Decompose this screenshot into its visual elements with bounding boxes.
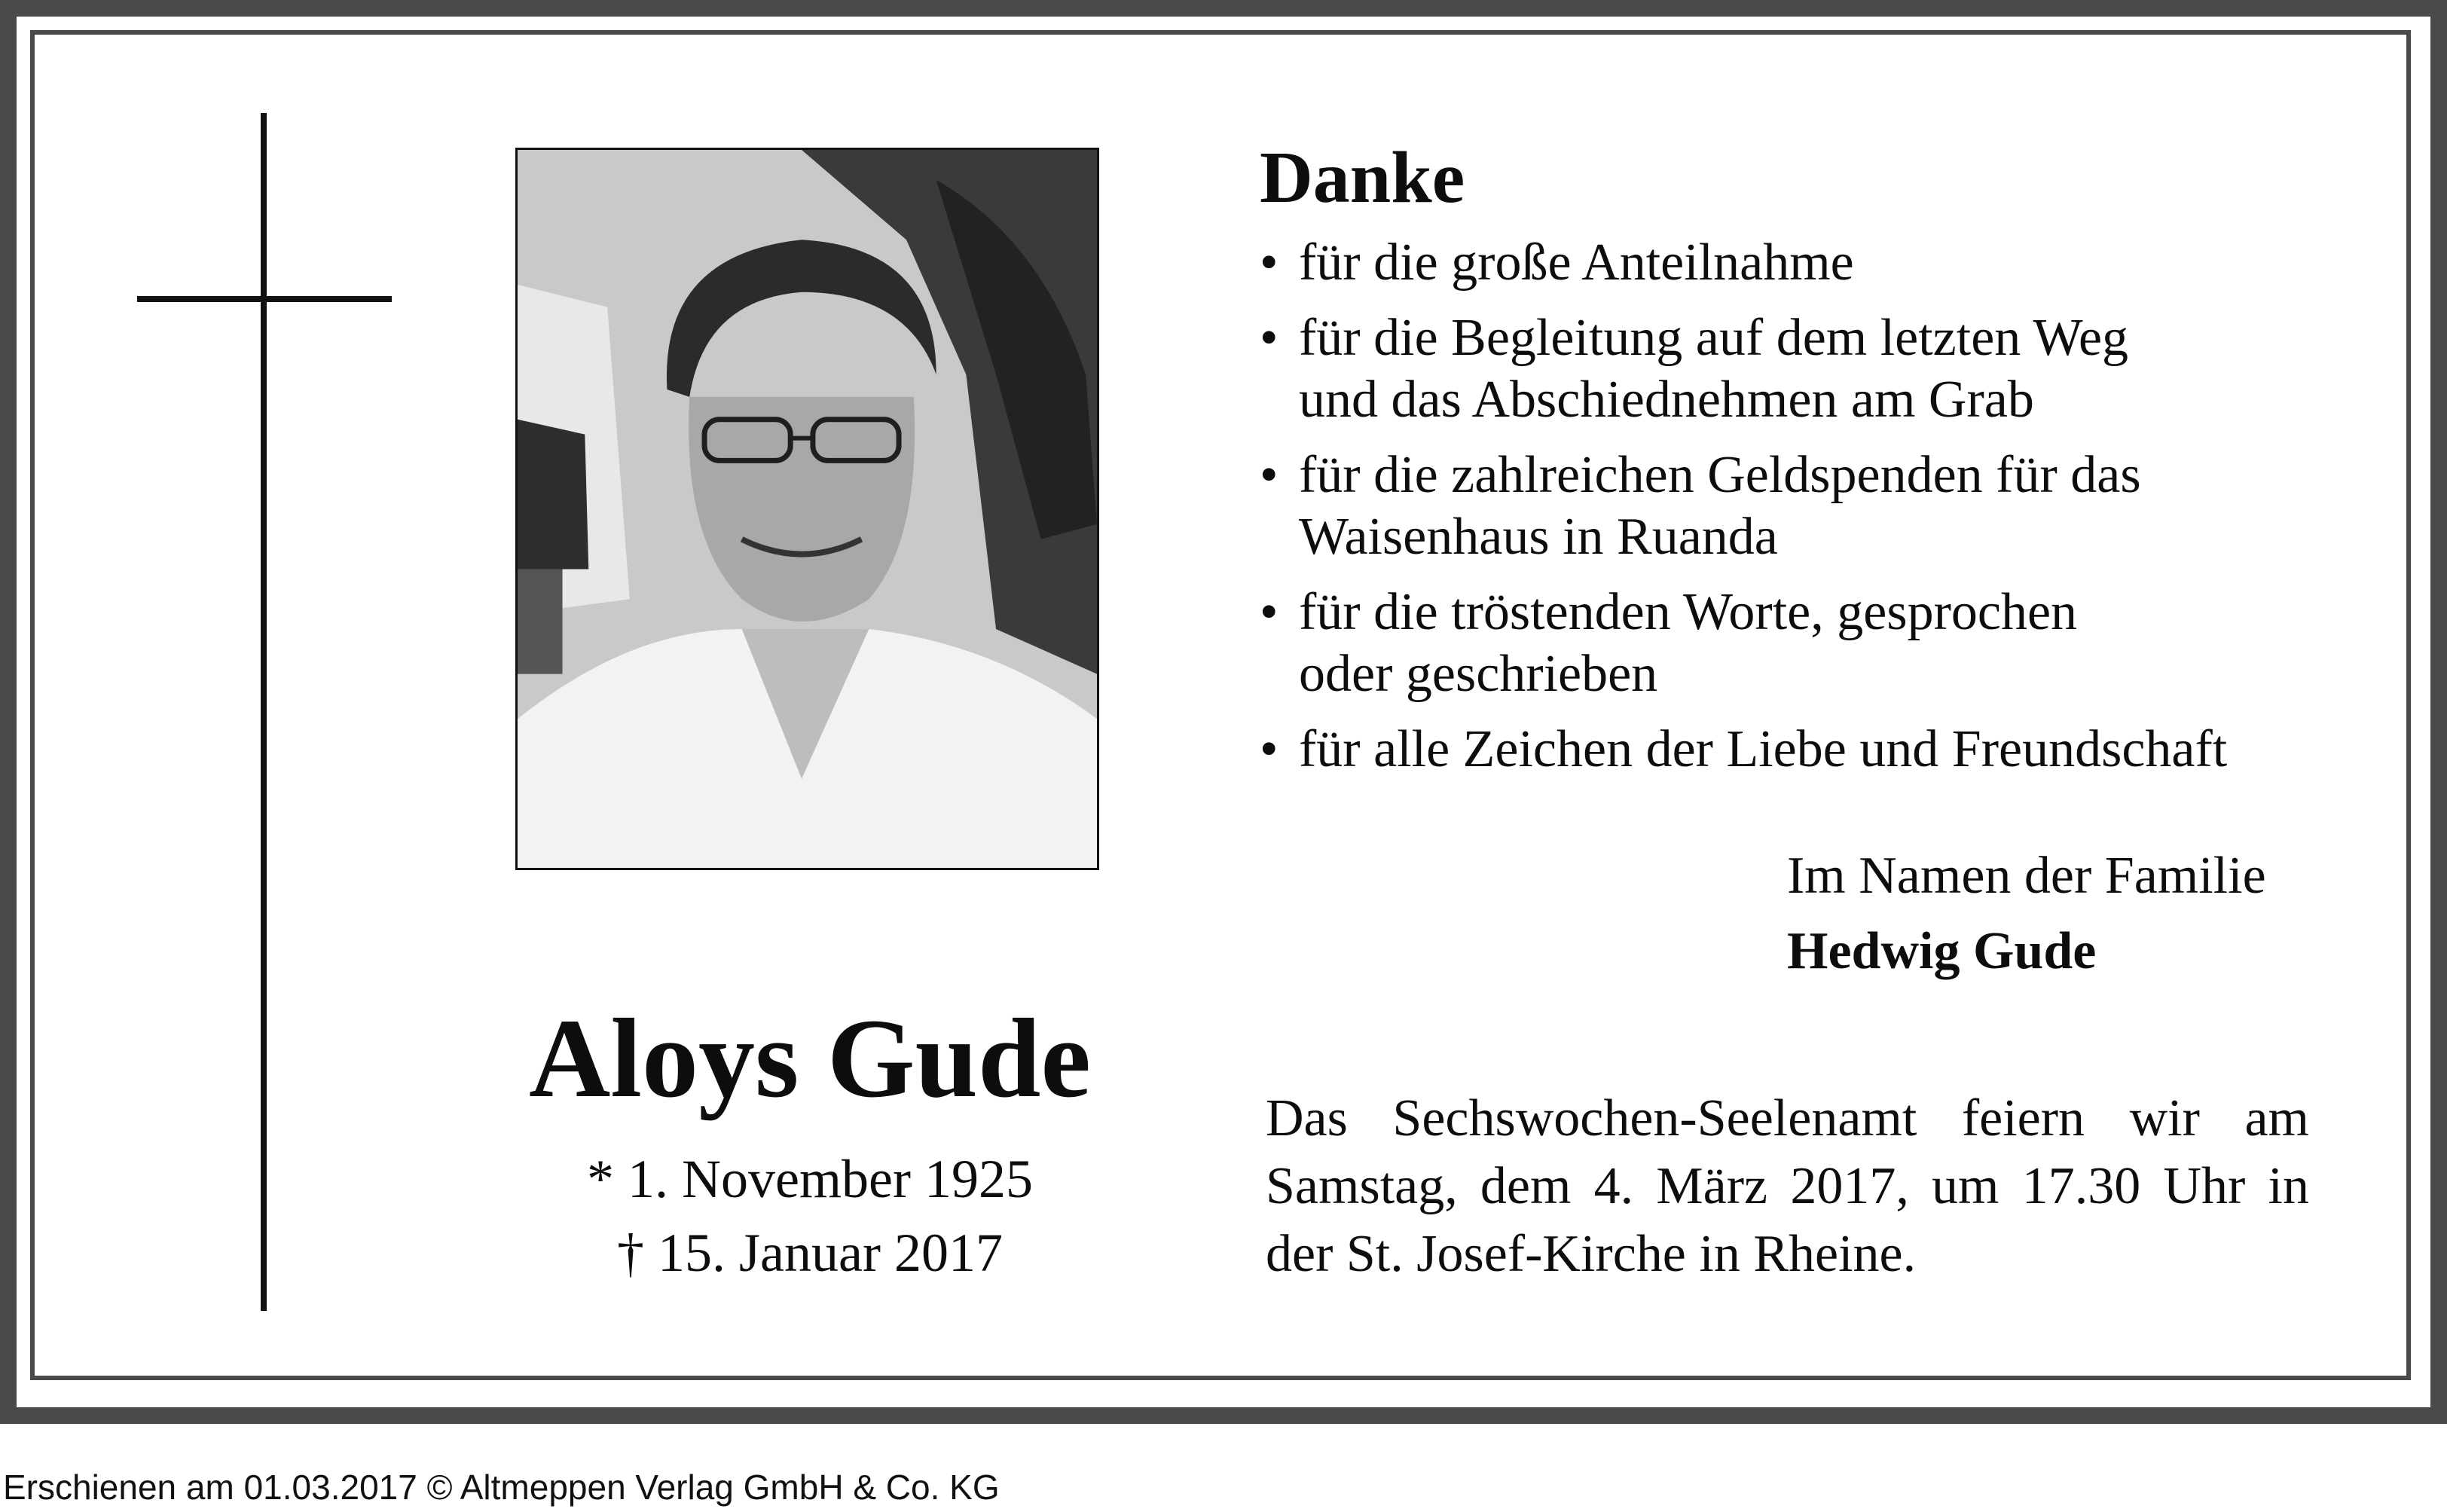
thanks-heading: Danke — [1260, 137, 1465, 218]
death-date: † 15. Januar 2017 — [617, 1223, 1003, 1283]
bullet-icon: • — [1260, 309, 1278, 367]
portrait-image — [518, 150, 1097, 868]
list-item — [1260, 307, 2227, 431]
memorial-mass-text — [1266, 1085, 2309, 1288]
signature-label: Im Namen der Familie — [1787, 847, 2266, 905]
mass-line: der St. Josef-Kirche in Rheine. — [1266, 1225, 1917, 1283]
cross-icon — [261, 113, 267, 1311]
list-item-text: für die Begleitung auf dem letzten Weg — [1299, 309, 2129, 367]
bullet-icon: • — [1260, 583, 1278, 641]
cross-icon-bar — [137, 296, 392, 302]
thanks-list — [1260, 232, 2227, 794]
list-item-text: für die zahlreichen Geldspenden für das — [1299, 446, 2141, 504]
bullet-icon: • — [1260, 234, 1278, 292]
list-item — [1260, 582, 2227, 705]
list-item — [1260, 444, 2227, 568]
signature-name: Hedwig Gude — [1787, 922, 2097, 980]
birth-date: * 1. November 1925 — [587, 1149, 1033, 1209]
deceased-name: Aloys Gude — [529, 996, 1091, 1121]
publication-footer: Erschienen am 01.03.2017 © Altmeppen Verlag GmbH & Co. KG — [3, 1468, 1000, 1507]
mass-line: Das Sechswochen-Seelenamt feiern wir am — [1266, 1089, 2309, 1147]
list-item — [1260, 232, 2227, 294]
portrait-photo — [515, 148, 1099, 870]
list-item-text: oder geschrieben — [1299, 645, 1658, 703]
list-item-text: für die tröstenden Worte, gesprochen — [1299, 583, 2078, 641]
list-item-text: und das Abschiednehmen am Grab — [1299, 371, 2034, 429]
list-item-text: Waisenhaus in Ruanda — [1299, 508, 1778, 566]
mass-line: Samstag, dem 4. März 2017, um 17.30 Uhr in — [1266, 1157, 2309, 1215]
list-item — [1260, 719, 2227, 780]
list-item-text: für alle Zeichen der Liebe und Freundschaft — [1299, 720, 2228, 778]
bullet-icon: • — [1260, 446, 1278, 504]
bullet-icon: • — [1260, 720, 1278, 778]
list-item-text: für die große Anteilnahme — [1299, 234, 1854, 292]
